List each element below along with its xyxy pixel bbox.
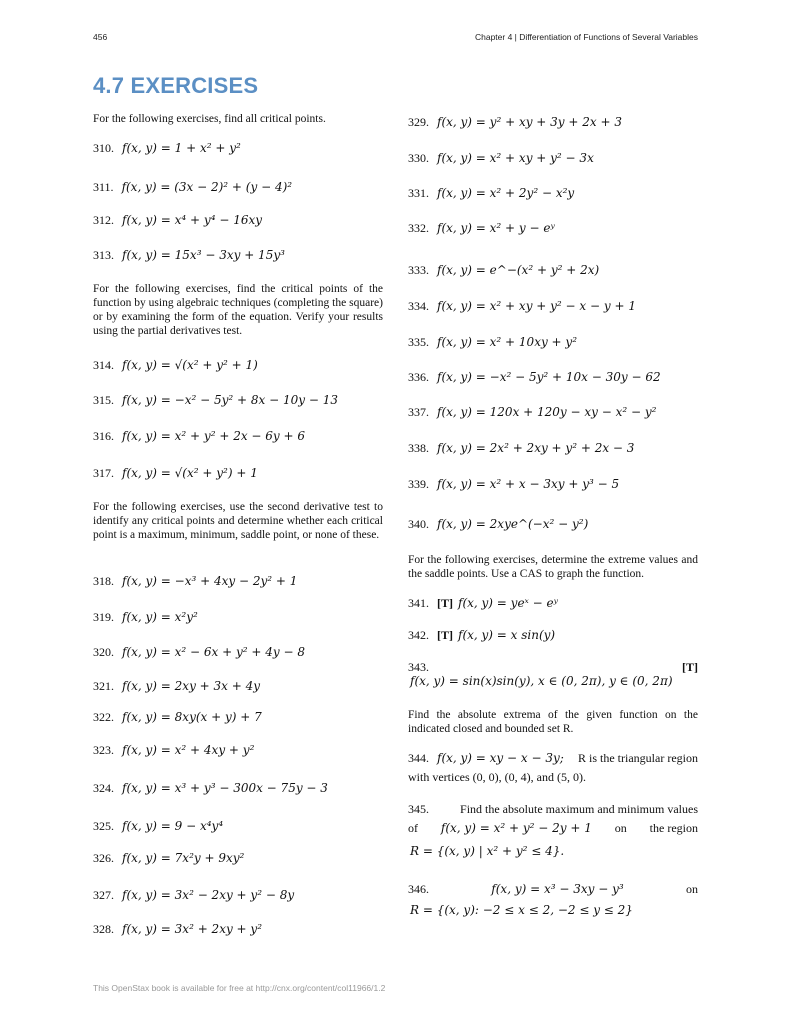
exercise-number: 327.	[93, 888, 114, 902]
exercise-number: 345.	[408, 802, 429, 816]
exercise-344	[408, 751, 698, 766]
exercise-expression: f(x, y) = 2x² + 2xy + y² + 2x − 3	[437, 441, 635, 455]
exercise-number: 343.	[408, 660, 429, 674]
exercise-346	[408, 882, 698, 897]
exercise-346-line2	[410, 903, 633, 918]
exercise-tag: [T]	[682, 660, 698, 674]
exercise-expression: f(x, y) = x² + 2y² − x²y	[437, 186, 575, 200]
exercise-expression: f(x, y) = −x² − 5y² + 8x − 10y − 13	[122, 393, 338, 407]
exercise-343	[408, 660, 698, 675]
exercise-number: 311.	[93, 180, 114, 194]
exercise-331	[408, 186, 574, 201]
exercise-expression: f(x, y) = x² + xy + y² − 3x	[437, 151, 594, 165]
exercise-expression: f(x, y) = 1 + x² + y²	[122, 141, 241, 155]
exercise-320	[93, 645, 305, 660]
instruction-extreme-values: For the following exercises, determine the extreme values and the saddle points. Use a CAS to graph the function.	[408, 554, 698, 580]
exercise-expression: f(x, y) = sin(x)sin(y), x ∈ (0, 2π), y ∈ (0, 2π)	[410, 674, 673, 688]
exercise-number: 331.	[408, 186, 429, 200]
exercise-number: 319.	[93, 610, 114, 624]
exercise-tag: [T]	[437, 596, 453, 610]
exercise-expression: f(x, y) = 2xy + 3x + 4y	[122, 679, 261, 693]
exercise-314	[93, 358, 258, 373]
exercise-expression: f(x, y) = x² + y − eʸ	[437, 221, 555, 235]
exercise-expression: f(x, y) = x² + 4xy + y²	[122, 743, 255, 757]
exercise-number: 336.	[408, 370, 429, 384]
exercise-number: 322.	[93, 710, 114, 724]
exercise-number: 346.	[408, 882, 429, 896]
exercise-310	[93, 141, 241, 156]
exercise-expression: f(x, y) = x⁴ + y⁴ − 16xy	[122, 213, 263, 227]
exercise-329	[408, 115, 622, 130]
exercise-expression: f(x, y) = x³ + y³ − 300x − 75y − 3	[122, 781, 328, 795]
exercise-expression: f(x, y) = 15x³ − 3xy + 15y³	[122, 248, 285, 262]
exercise-322	[93, 710, 262, 725]
exercise-number: 328.	[93, 922, 114, 936]
exercise-318	[93, 574, 297, 589]
instruction-second-derivative: For the following exercises, use the second derivative test to identify any critical points and determine whether each critical point is a maximum, minimum, saddle point, or none of these.	[93, 501, 383, 541]
exercise-number: 314.	[93, 358, 114, 372]
exercise-expression: f(x, y) = x² + x − 3xy + y³ − 5	[437, 477, 620, 491]
exercise-text: the region	[649, 821, 698, 835]
exercise-343-expression	[410, 674, 673, 689]
exercise-number: 324.	[93, 781, 114, 795]
exercise-345-line3	[410, 844, 564, 859]
exercise-344-line2: with vertices (0, 0), (0, 4), and (5, 0).	[408, 770, 586, 784]
exercise-number: 323.	[93, 743, 114, 757]
exercise-313	[93, 248, 285, 263]
exercise-expression: f(x, y) = x² + xy + y² − x − y + 1	[437, 299, 636, 313]
exercise-311	[93, 180, 292, 195]
exercise-number: 337.	[408, 405, 429, 419]
exercise-327	[93, 888, 294, 903]
exercise-expression: f(x, y) = 2xye^(−x² − y²)	[437, 517, 589, 531]
exercise-number: 342.	[408, 628, 429, 642]
exercise-number: 335.	[408, 335, 429, 349]
exercise-number: 330.	[408, 151, 429, 165]
exercise-342	[408, 628, 555, 643]
exercise-number: 321.	[93, 679, 114, 693]
exercise-336	[408, 370, 661, 385]
exercise-334	[408, 299, 636, 314]
exercise-321	[93, 679, 260, 694]
exercise-number: 340.	[408, 517, 429, 531]
instruction-absolute-extrema: Find the absolute extrema of the given function on the indicated closed and bounded set R.	[408, 709, 698, 735]
exercise-number: 316.	[93, 429, 114, 443]
exercise-340	[408, 517, 588, 532]
exercise-number: 341.	[408, 596, 429, 610]
exercise-number: 339.	[408, 477, 429, 491]
exercise-number: 312.	[93, 213, 114, 227]
chapter-header: Chapter 4 | Differentiation of Functions of Several Variables	[474, 32, 698, 42]
exercise-number: 333.	[408, 263, 429, 277]
exercise-317	[93, 466, 258, 481]
exercise-325	[93, 819, 223, 834]
exercise-text: on	[614, 821, 627, 835]
page-number: 456	[93, 32, 108, 42]
exercise-number: 320.	[93, 645, 114, 659]
exercise-expression: f(x, y) = −x² − 5y² + 10x − 30y − 62	[437, 370, 661, 384]
exercise-expression: f(x, y) = 120x + 120y − xy − x² − y²	[437, 405, 657, 419]
exercise-expression: f(x, y) = y² + xy + 3y + 2x + 3	[437, 115, 622, 129]
footer: This OpenStax book is available for free at http://cnx.org/content/col11966/1.2	[93, 983, 386, 993]
exercise-expression: f(x, y) = xy − x − 3y;	[437, 751, 564, 765]
exercise-text: of	[408, 821, 418, 835]
exercise-number: 338.	[408, 441, 429, 455]
exercise-number: 329.	[408, 115, 429, 129]
exercise-330	[408, 151, 594, 166]
exercise-expression: f(x, y) = 8xy(x + y) + 7	[122, 710, 262, 724]
exercise-number: 318.	[93, 574, 114, 588]
section-title: 4.7 EXERCISES	[93, 73, 259, 98]
exercise-expression: f(x, y) = 3x² + 2xy + y²	[122, 922, 263, 936]
exercise-expression: f(x, y) = yeˣ − eʸ	[458, 596, 558, 610]
exercise-319	[93, 610, 198, 625]
exercise-expression: f(x, y) = x sin(y)	[458, 628, 556, 642]
exercise-345-line2	[408, 821, 698, 836]
exercise-expression: f(x, y) = (3x − 2)² + (y − 4)²	[121, 180, 293, 194]
exercise-expression: f(x, y) = x³ − 3xy − y³	[491, 882, 624, 896]
exercise-335	[408, 335, 577, 350]
exercise-339	[408, 477, 619, 492]
exercise-expression: R = {(x, y): −2 ≤ x ≤ 2, −2 ≤ y ≤ 2}	[410, 903, 633, 917]
exercise-341	[408, 596, 558, 611]
exercise-316	[93, 429, 305, 444]
exercise-text: Find the absolute maximum and minimum values	[460, 802, 698, 816]
exercise-expression: f(x, y) = x² + y² + 2x − 6y + 6	[122, 429, 306, 443]
exercise-328	[93, 922, 262, 937]
exercise-number: 313.	[93, 248, 114, 262]
exercise-number: 332.	[408, 221, 429, 235]
exercise-expression: R = {(x, y) | x² + y² ≤ 4}.	[410, 844, 565, 858]
exercise-expression: f(x, y) = x²y²	[122, 610, 198, 624]
exercise-number: 334.	[408, 299, 429, 313]
exercise-expression: f(x, y) = 9 − x⁴y⁴	[122, 819, 224, 833]
exercise-expression: f(x, y) = x² + 10xy + y²	[437, 335, 578, 349]
exercise-number: 344.	[408, 751, 429, 765]
exercise-number: 325.	[93, 819, 114, 833]
exercise-number: 315.	[93, 393, 114, 407]
exercise-323	[93, 743, 254, 758]
exercise-expression: f(x, y) = 3x² − 2xy + y² − 8y	[122, 888, 295, 902]
exercise-326	[93, 851, 244, 866]
exercise-332	[408, 221, 555, 236]
instruction-critical-points: For the following exercises, find all critical points.	[93, 113, 326, 125]
exercise-number: 310.	[93, 141, 114, 155]
exercise-expression: f(x, y) = x² − 6x + y² + 4y − 8	[122, 645, 306, 659]
exercise-text: on	[685, 882, 698, 896]
exercise-324	[93, 781, 328, 796]
exercise-text: R is the triangular region	[578, 751, 698, 765]
exercise-number: 317.	[93, 466, 114, 480]
exercise-expression: f(x, y) = √(x² + y² + 1)	[122, 358, 258, 372]
exercise-312	[93, 213, 262, 228]
exercise-333	[408, 263, 599, 278]
exercise-expression: f(x, y) = √(x² + y²) + 1	[122, 466, 258, 480]
exercise-315	[93, 393, 338, 408]
exercise-expression: f(x, y) = 7x²y + 9xy²	[122, 851, 245, 865]
exercise-337	[408, 405, 656, 420]
exercise-tag: [T]	[437, 628, 453, 642]
exercise-number: 326.	[93, 851, 114, 865]
exercise-345	[408, 802, 698, 817]
instruction-algebraic: For the following exercises, find the critical points of the function by using algebraic techniques (completing the square) or by examining the form of the equation. Verify your results using the partial derivatives test.	[93, 283, 383, 337]
exercise-338	[408, 441, 634, 456]
exercise-expression: f(x, y) = x² + y² − 2y + 1	[440, 821, 592, 835]
exercise-expression: f(x, y) = e^−(x² + y² + 2x)	[437, 263, 600, 277]
exercise-expression: f(x, y) = −x³ + 4xy − 2y² + 1	[122, 574, 298, 588]
